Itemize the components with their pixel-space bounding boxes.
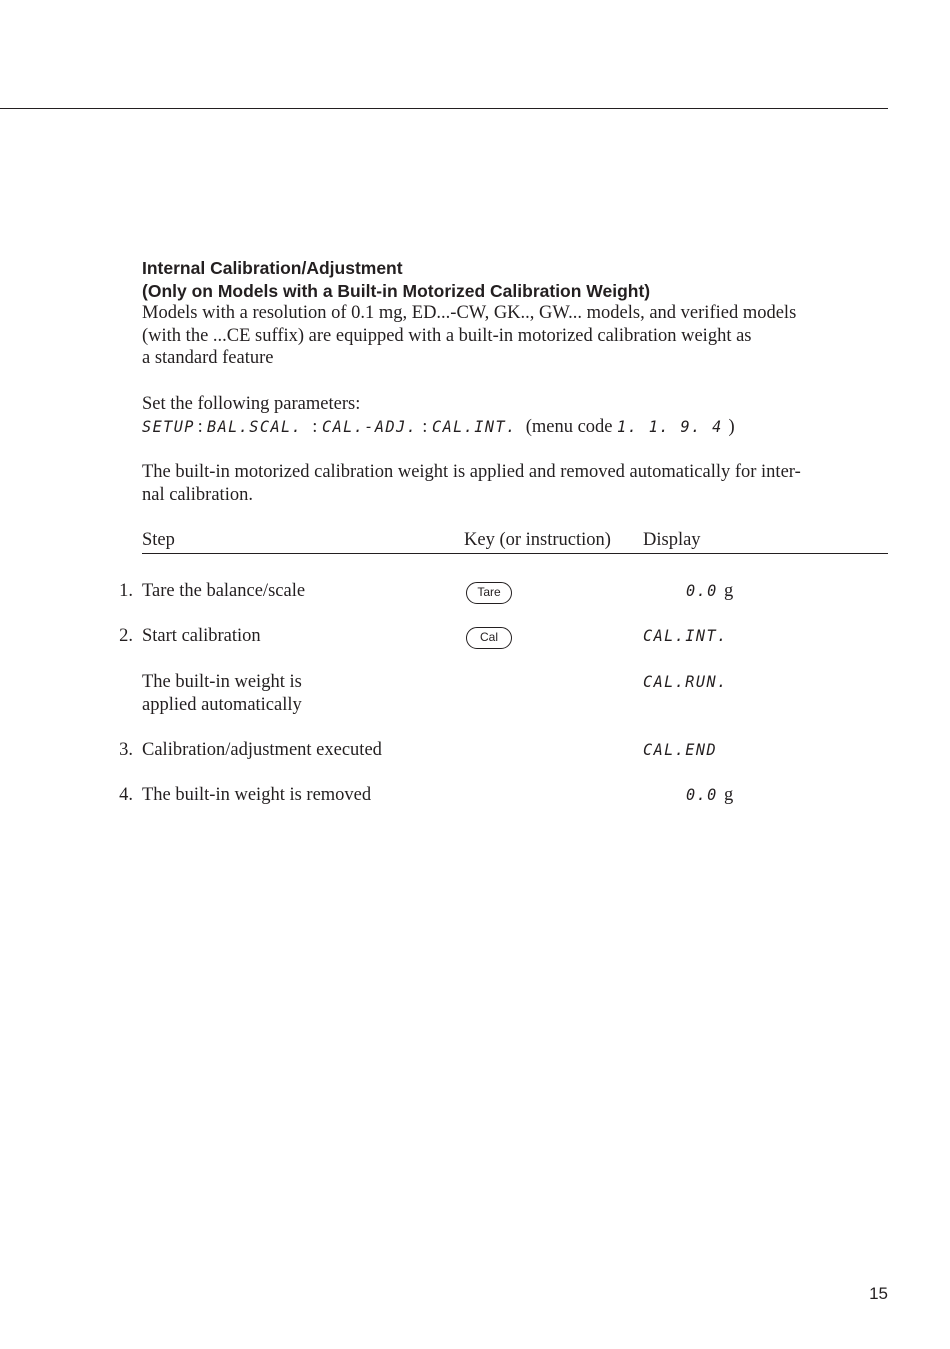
step-text: The built-in weight is removed	[142, 785, 372, 805]
display-cell	[643, 625, 732, 648]
key-cell	[466, 580, 512, 604]
unit: g	[719, 785, 734, 805]
cal-key[interactable]: Cal	[466, 627, 512, 649]
menu-code-label: (menu code	[521, 416, 618, 437]
sep-3: :	[422, 416, 432, 437]
page-number: 15	[869, 1284, 888, 1303]
lcd-display: CAL.END	[643, 740, 718, 759]
parameters-path	[142, 416, 892, 439]
unit: g	[719, 581, 734, 601]
note-line-1: The built-in motorized calibration weight is applied and removed automatically for inter-	[142, 462, 801, 482]
step-text-line-1: The built-in weight is	[142, 672, 302, 692]
parameters-block	[142, 393, 892, 438]
header-step: Step	[142, 530, 175, 550]
lcd-balscal: BAL.SCAL.	[207, 416, 303, 436]
step-text	[142, 671, 452, 716]
intro-line-2: (with the ...CE suffix) are equipped with a built-in motorized calibration weight as	[142, 325, 752, 346]
intro-line-1: Models with a resolution of 0.1 mg, ED...-CW, GK.., GW... models, and verified models	[142, 303, 797, 324]
step-text: Start calibration	[142, 626, 261, 646]
top-rule	[0, 108, 888, 109]
display-cell	[686, 784, 733, 807]
step-text: Calibration/adjustment executed	[142, 740, 382, 760]
lcd-display: CAL.RUN.	[643, 672, 728, 691]
lcd-display: 0.0	[686, 785, 718, 804]
close-paren: )	[728, 416, 735, 437]
heading-subtitle: (Only on Models with a Built-in Motorized Calibration Weight)	[142, 280, 651, 301]
lcd-menu-code: 1. 1. 9. 4	[617, 416, 723, 436]
sep-2: :	[307, 416, 323, 437]
lcd-calint: CAL.INT.	[432, 416, 517, 436]
step-number: 3.	[119, 740, 133, 760]
header-display: Display	[643, 530, 701, 550]
lcd-caladj: CAL.-ADJ.	[322, 416, 418, 436]
header-key: Key (or instruction)	[464, 530, 611, 550]
heading-title: Internal Calibration/Adjustment	[142, 258, 403, 278]
note-line-2: nal calibration.	[142, 484, 253, 505]
step-number: 2.	[119, 626, 133, 646]
table-header	[142, 529, 888, 554]
lcd-display: CAL.INT.	[643, 626, 728, 645]
key-cell	[466, 625, 512, 649]
step-text: Tare the balance/scale	[142, 581, 306, 601]
display-cell	[686, 580, 733, 603]
step-number: 1.	[119, 581, 133, 601]
display-cell	[643, 739, 721, 762]
sep-1: :	[197, 416, 208, 437]
step-number: 4.	[119, 785, 133, 805]
intro-line-3: a standard feature	[142, 348, 274, 369]
tare-key[interactable]: Tare	[466, 582, 512, 604]
lcd-setup: SETUP	[142, 416, 195, 436]
display-cell	[643, 671, 732, 694]
lcd-display: 0.0	[686, 581, 718, 600]
note-block	[142, 461, 892, 506]
step-text-line-2: applied automatically	[142, 694, 302, 715]
parameters-label: Set the following parameters:	[142, 394, 361, 414]
section-heading	[142, 257, 892, 370]
